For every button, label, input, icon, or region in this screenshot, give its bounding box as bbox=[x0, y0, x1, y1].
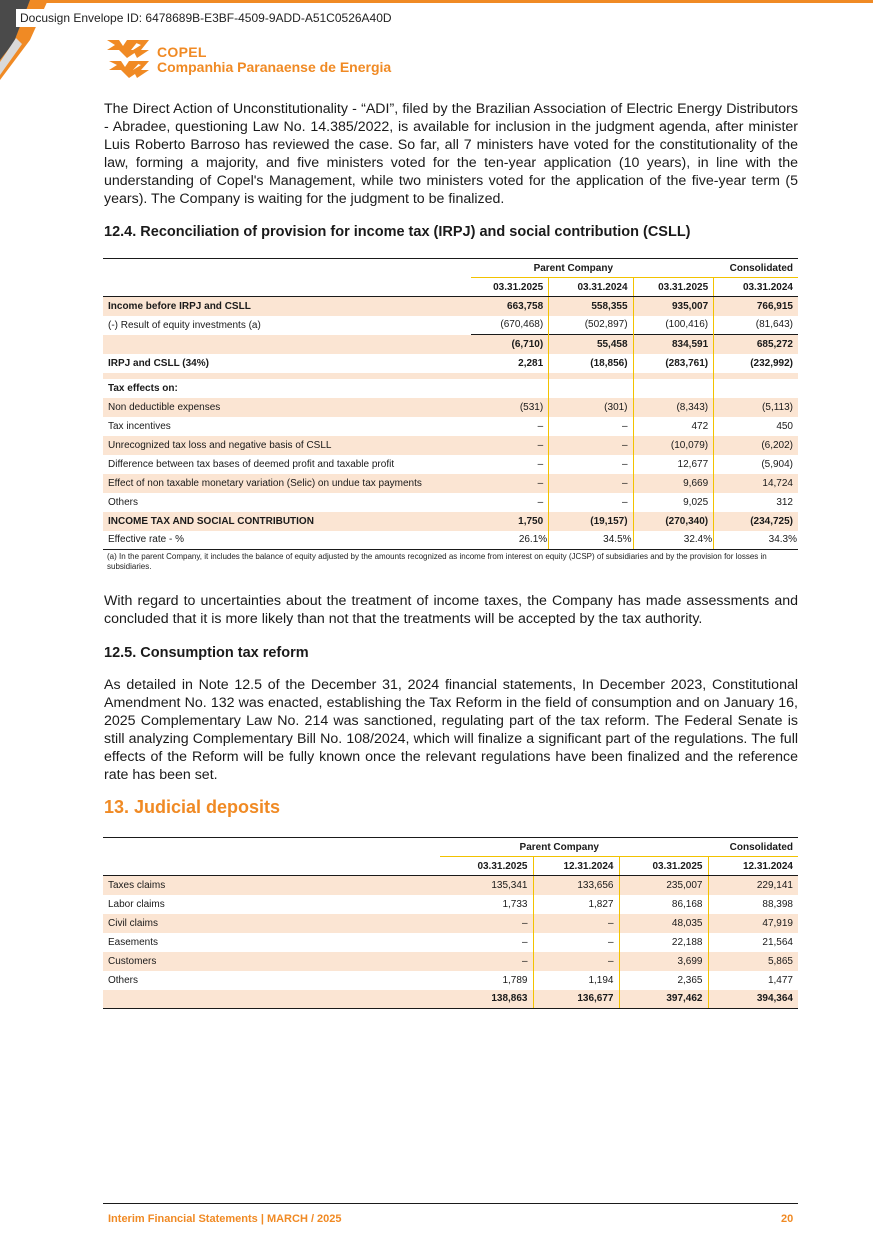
column-header: 03.31.2025 bbox=[440, 857, 533, 876]
cell-value: – bbox=[440, 952, 533, 971]
table-row-total bbox=[103, 990, 798, 1009]
row-label: Easements bbox=[108, 936, 159, 948]
cell-value: (301) bbox=[549, 398, 633, 417]
column-header: 03.31.2025 bbox=[471, 278, 549, 297]
row-label: (-) Result of equity investments (a) bbox=[108, 319, 261, 331]
cell-value: 135,341 bbox=[440, 876, 533, 895]
logo-subtitle: Companhia Paranaense de Energia bbox=[157, 59, 392, 75]
cell-value: 34.5% bbox=[549, 531, 633, 550]
table-row bbox=[103, 474, 798, 493]
cell-value: 138,863 bbox=[440, 990, 533, 1009]
row-label: Tax effects on: bbox=[108, 382, 178, 394]
cell-value: 1,194 bbox=[533, 971, 619, 990]
cell-value: (234,725) bbox=[714, 512, 798, 531]
cell-value: 55,458 bbox=[549, 335, 633, 354]
cell-value: 685,272 bbox=[714, 335, 798, 354]
top-border-line bbox=[0, 0, 873, 3]
table-row-total bbox=[103, 512, 798, 531]
cell-value: 394,364 bbox=[708, 990, 798, 1009]
section-12-5-heading: 12.5. Consumption tax reform bbox=[104, 645, 309, 661]
copel-logo bbox=[107, 40, 391, 80]
cell-value: (270,340) bbox=[633, 512, 714, 531]
cell-value: 1,477 bbox=[708, 971, 798, 990]
cell-value: (502,897) bbox=[549, 316, 633, 335]
row-label: Tax incentives bbox=[108, 420, 171, 432]
table-row bbox=[103, 297, 798, 316]
table-group-header-row bbox=[103, 259, 798, 278]
table-row bbox=[103, 316, 798, 335]
row-label: INCOME TAX AND SOCIAL CONTRIBUTION bbox=[103, 512, 471, 531]
cell-value: 32.4% bbox=[633, 531, 714, 550]
table-row bbox=[103, 398, 798, 417]
cell-value: (10,079) bbox=[633, 436, 714, 455]
cell-value: 558,355 bbox=[549, 297, 633, 316]
footer-divider bbox=[103, 1203, 798, 1204]
cell-value: 12,677 bbox=[633, 455, 714, 474]
cell-value: – bbox=[537, 496, 544, 508]
cell-value: (100,416) bbox=[633, 316, 714, 335]
table-footnote: (a) In the parent Company, it includes the balance of equity adjusted by the amounts recognized as income from interest on equity (JCSP) of subsidiaries and by the provision for losses in subsidiaries. bbox=[107, 552, 767, 571]
cell-value: 3,699 bbox=[619, 952, 708, 971]
cell-value: 229,141 bbox=[708, 876, 798, 895]
cell-value: (18,856) bbox=[549, 354, 633, 373]
consumption-tax-paragraph: As detailed in Note 12.5 of the December 31, 2024 financial statements, In December 2023, Constitutional Amendment No. 132 was enacted, establishing the Tax Reform in the field of consumption and on January 16, 2025 Complementary Law No. 214 was sanctioned, regulating part of the tax reform. The Federal Senate is still analyzing Complementary Bill No. 108/2024, which will finalize a significant part of the regulations. The full effects of the Reform will be fully known once the relevant regulations have been finalized and the reference rate has been set. bbox=[104, 677, 798, 783]
cell-value: 766,915 bbox=[714, 297, 798, 316]
judicial-deposits-table bbox=[103, 837, 798, 1009]
column-header: 12.31.2024 bbox=[533, 857, 619, 876]
cell-value: – bbox=[533, 933, 619, 952]
table-row bbox=[103, 493, 798, 512]
cell-value: – bbox=[549, 474, 633, 493]
uncertainty-paragraph: With regard to uncertainties about the treatment of income taxes, the Company has made assessments and concluded that it is more likely than not that the treatments will be accepted by the tax authority. bbox=[104, 593, 798, 627]
cell-value: 9,025 bbox=[633, 493, 714, 512]
table-column-header-row bbox=[103, 278, 798, 297]
table-row bbox=[103, 417, 798, 436]
row-label bbox=[103, 335, 471, 354]
row-label: Effective rate - % bbox=[103, 531, 471, 550]
cell-value: (232,992) bbox=[714, 354, 798, 373]
table-row-subheading bbox=[103, 379, 798, 398]
cell-value: 935,007 bbox=[633, 297, 714, 316]
table-row bbox=[103, 354, 798, 373]
column-header: 03.31.2025 bbox=[619, 857, 708, 876]
row-label: Customers bbox=[103, 952, 440, 971]
row-label: Others bbox=[108, 496, 139, 508]
section-12-4-heading: 12.4. Reconciliation of provision for income tax (IRPJ) and social contribution (CSLL) bbox=[104, 224, 691, 240]
page-number: 20 bbox=[781, 1213, 794, 1225]
cell-value: 22,188 bbox=[619, 933, 708, 952]
cell-value: (6,710) bbox=[471, 335, 549, 354]
table-row bbox=[103, 952, 798, 971]
cell-value: 21,564 bbox=[708, 933, 798, 952]
group-header-parent-company: Parent Company bbox=[471, 259, 633, 278]
column-header: 12.31.2024 bbox=[708, 857, 798, 876]
cell-value: – bbox=[549, 455, 633, 474]
income-tax-reconciliation-table bbox=[103, 258, 798, 550]
cell-value: – bbox=[533, 914, 619, 933]
cell-value: 450 bbox=[714, 417, 798, 436]
cell-value: 312 bbox=[714, 493, 798, 512]
cell-value: 472 bbox=[633, 417, 714, 436]
cell-value: 1,733 bbox=[502, 898, 528, 910]
cell-value: – bbox=[549, 436, 633, 455]
cell-value: – bbox=[537, 420, 544, 432]
table-row bbox=[103, 895, 798, 914]
group-header-consolidated: Consolidated bbox=[633, 259, 798, 278]
table-row-subtotal bbox=[103, 335, 798, 354]
cell-value: 397,462 bbox=[619, 990, 708, 1009]
cell-value: 235,007 bbox=[619, 876, 708, 895]
table-row bbox=[103, 876, 798, 895]
cell-value: (283,761) bbox=[633, 354, 714, 373]
copel-logo-icon bbox=[107, 40, 149, 80]
cell-value: 834,591 bbox=[633, 335, 714, 354]
cell-value: (5,904) bbox=[714, 455, 798, 474]
cell-value: (19,157) bbox=[549, 512, 633, 531]
cell-value: 1,750 bbox=[471, 512, 549, 531]
cell-value: 14,724 bbox=[714, 474, 798, 493]
column-header: 03.31.2025 bbox=[633, 278, 714, 297]
cell-value: (8,343) bbox=[633, 398, 714, 417]
cell-value: (6,202) bbox=[714, 436, 798, 455]
cell-value: – bbox=[549, 493, 633, 512]
cell-value: 5,865 bbox=[708, 952, 798, 971]
row-label bbox=[103, 990, 440, 1009]
cell-value: 86,168 bbox=[619, 895, 708, 914]
cell-value: 1,827 bbox=[533, 895, 619, 914]
cell-value: 1,789 bbox=[502, 974, 528, 986]
cell-value: – bbox=[471, 474, 549, 493]
row-label: Labor claims bbox=[108, 898, 165, 910]
group-header-consolidated: Consolidated bbox=[619, 838, 798, 857]
table-row bbox=[103, 531, 798, 550]
cell-value: 133,656 bbox=[533, 876, 619, 895]
cell-value: 2,281 bbox=[518, 357, 544, 369]
cell-value: 47,919 bbox=[708, 914, 798, 933]
row-label: Others bbox=[108, 974, 139, 986]
cell-value: 34.3% bbox=[714, 531, 798, 550]
cell-value: – bbox=[471, 436, 549, 455]
cell-value: 136,677 bbox=[533, 990, 619, 1009]
cell-value: 2,365 bbox=[619, 971, 708, 990]
cell-value: 663,758 bbox=[471, 297, 549, 316]
row-label: IRPJ and CSLL (34%) bbox=[108, 357, 209, 369]
row-label: Taxes claims bbox=[103, 876, 440, 895]
row-label: Income before IRPJ and CSLL bbox=[103, 297, 471, 316]
row-label: Non deductible expenses bbox=[103, 398, 471, 417]
footer-title: Interim Financial Statements | MARCH / 2025 bbox=[108, 1213, 342, 1225]
table-row bbox=[103, 455, 798, 474]
cell-value: 88,398 bbox=[708, 895, 798, 914]
group-header-parent-company: Parent Company bbox=[440, 838, 619, 857]
table-column-header-row bbox=[103, 857, 798, 876]
table-row bbox=[103, 914, 798, 933]
row-label: Civil claims bbox=[103, 914, 440, 933]
column-header: 03.31.2024 bbox=[549, 278, 633, 297]
table-row bbox=[103, 436, 798, 455]
table-row bbox=[103, 933, 798, 952]
row-label: Effect of non taxable monetary variation (Selic) on undue tax payments bbox=[103, 474, 471, 493]
row-label: Unrecognized tax loss and negative basis of CSLL bbox=[103, 436, 471, 455]
cell-value: 26.1% bbox=[471, 531, 549, 550]
column-header: 03.31.2024 bbox=[714, 278, 798, 297]
cell-value: (81,643) bbox=[714, 316, 798, 335]
section-13-heading: 13. Judicial deposits bbox=[104, 797, 281, 817]
cell-value: (670,468) bbox=[500, 319, 544, 331]
table-row bbox=[103, 971, 798, 990]
cell-value: 9,669 bbox=[633, 474, 714, 493]
cell-value: – bbox=[440, 914, 533, 933]
cell-value: – bbox=[537, 458, 544, 470]
cell-value: – bbox=[549, 417, 633, 436]
logo-title: COPEL bbox=[157, 44, 207, 60]
cell-value: 48,035 bbox=[619, 914, 708, 933]
cell-value: (5,113) bbox=[714, 398, 798, 417]
intro-paragraph: The Direct Action of Unconstitutionality - “ADI”, filed by the Brazilian Association of Electric Energy Distributors - Abradee, questioning Law No. 14.385/2022, is available for inclusion in the judgment agenda, after minister Luis Roberto Barroso has reviewed the case. So far, all 7 ministers have voted for the constitutionality of the law, forming a majority, and five ministers voted for the ten-year application (10 years), in line with the understanding of Copel's Management, while two ministers voted for the application of the five-year term (5 years). The Company is waiting for the judgment to be finalized. bbox=[104, 101, 798, 207]
cell-value: – bbox=[533, 952, 619, 971]
table-group-header-row bbox=[103, 838, 798, 857]
row-label: Difference between tax bases of deemed profit and taxable profit bbox=[108, 458, 395, 470]
docusign-envelope-id: Docusign Envelope ID: 6478689B-E3BF-4509-9ADD-A51C0526A40D bbox=[16, 9, 396, 27]
cell-value: (531) bbox=[471, 398, 549, 417]
cell-value: – bbox=[521, 936, 528, 948]
